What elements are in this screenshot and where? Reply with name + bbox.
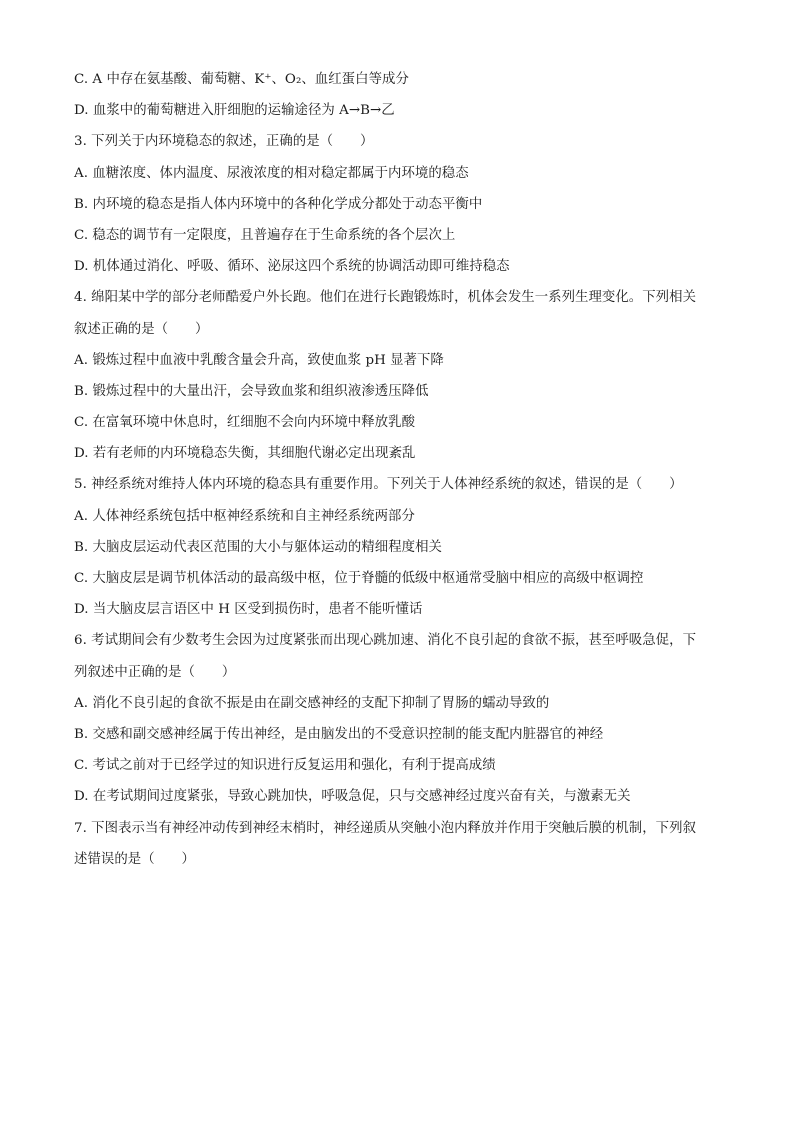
option-6-c: C. 考试之前对于已经学过的知识进行反复运用和强化，有利于提高成绩 bbox=[74, 758, 496, 774]
question-4-stem-line1: 4. 绵阳某中学的部分老师酷爱户外长跑。他们在进行长跑锻炼时，机体会发生一系列生理变化。下列相关 bbox=[74, 290, 697, 306]
option-4-c: C. 在富氧环境中休息时，红细胞不会向内环境中释放乳酸 bbox=[74, 415, 416, 431]
option-4-d: D. 若有老师的内环境稳态失衡，其细胞代谢必定出现紊乱 bbox=[74, 446, 416, 462]
question-4-stem-line2: 叙述正确的是（ ） bbox=[74, 321, 209, 337]
option-4-b: B. 锻炼过程中的大量出汗，会导致血浆和组织液渗透压降低 bbox=[74, 383, 429, 399]
option-5-b: B. 大脑皮层运动代表区范围的大小与躯体运动的精细程度相关 bbox=[74, 539, 442, 555]
option-6-b: B. 交感和副交感神经属于传出神经，是由脑发出的不受意识控制的能支配内脏器官的神经 bbox=[74, 726, 604, 742]
option-5-c: C. 大脑皮层是调节机体活动的最高级中枢，位于脊髓的低级中枢通常受脑中相应的高级中枢调控 bbox=[74, 571, 644, 586]
question-3-stem: 3. 下列关于内环境稳态的叙述，正确的是（ ） bbox=[74, 134, 374, 150]
option-2-c: C. A 中存在氨基酸、葡萄糖、K⁺、O₂、血红蛋白等成分 bbox=[74, 72, 409, 87]
question-7-stem-line1: 7. 下图表示当有神经冲动传到神经末梢时，神经递质从突触小泡内释放并作用于突触后膜的机制，下列叙 bbox=[74, 820, 697, 836]
question-5-stem: 5. 神经系统对维持人体内环境的稳态具有重要作用。下列关于人体神经系统的叙述，错误的是（ ） bbox=[74, 477, 683, 493]
option-3-a: A. 血糖浓度、体内温度、尿液浓度的相对稳定都属于内环境的稳态 bbox=[74, 165, 469, 181]
exam-content bbox=[74, 64, 734, 875]
option-3-d: D. 机体通过消化、呼吸、循环、泌尿这四个系统的协调活动即可维持稳态 bbox=[74, 259, 510, 275]
option-3-c: C. 稳态的调节有一定限度，且普遍存在于生命系统的各个层次上 bbox=[74, 227, 456, 243]
option-3-b: B. 内环境的稳态是指人体内环境中的各种化学成分都处于动态平衡中 bbox=[74, 196, 483, 212]
option-5-a: A. 人体神经系统包括中枢神经系统和自主神经系统两部分 bbox=[74, 508, 415, 524]
option-6-a: A. 消化不良引起的食欲不振是由在副交感神经的支配下抑制了胃肠的蠕动导致的 bbox=[74, 695, 550, 711]
question-7-stem-line2: 述错误的是（ ） bbox=[74, 851, 195, 867]
option-6-d: D. 在考试期间过度紧张，导致心跳加快，呼吸急促，只与交感神经过度兴奋有关，与激素无关 bbox=[74, 789, 631, 805]
option-2-d: D. 血浆中的葡萄糖进入肝细胞的运输途径为 A→B→乙 bbox=[74, 103, 395, 119]
question-6-stem-line2: 列叙述中正确的是（ ） bbox=[74, 664, 236, 680]
option-5-d: D. 当大脑皮层言语区中 H 区受到损伤时，患者不能听懂话 bbox=[74, 602, 423, 618]
option-4-a: A. 锻炼过程中血液中乳酸含量会升高，致使血浆 pH 显著下降 bbox=[74, 352, 444, 368]
question-6-stem-line1: 6. 考试期间会有少数考生会因为过度紧张而出现心跳加速、消化不良引起的食欲不振，甚至呼吸急促，下 bbox=[74, 633, 697, 649]
